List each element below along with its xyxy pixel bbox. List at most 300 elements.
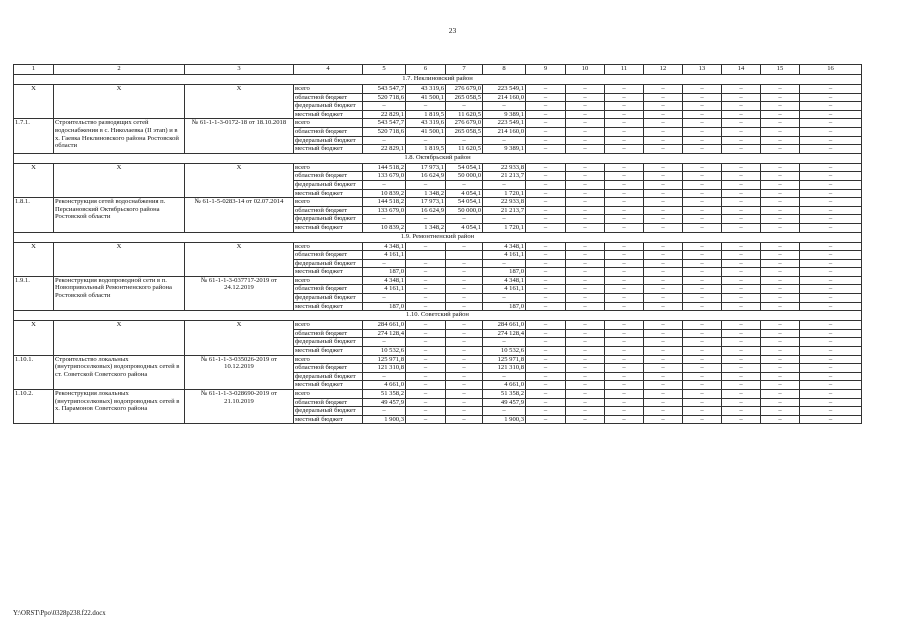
- amount-cell: 125 971,8: [483, 355, 526, 364]
- amount-cell: –: [526, 285, 566, 294]
- amount-cell: 22 933,8: [483, 163, 526, 172]
- amount-cell: –: [761, 268, 800, 277]
- amount-cell: –: [683, 251, 722, 260]
- amount-cell: –: [605, 285, 644, 294]
- amount-cell: –: [526, 355, 566, 364]
- amount-cell: –: [363, 338, 406, 347]
- amount-cell: –: [800, 110, 862, 119]
- table-row: [14, 355, 862, 364]
- amount-cell: –: [566, 93, 605, 102]
- funding-source: федеральный бюджет: [294, 338, 363, 347]
- amount-cell: 1 348,2: [406, 223, 446, 232]
- amount-cell: –: [683, 347, 722, 356]
- amount-cell: –: [526, 189, 566, 198]
- table-row: [14, 198, 862, 207]
- amount-cell: –: [566, 381, 605, 390]
- amount-cell: –: [446, 329, 483, 338]
- amount-cell: 133 679,0: [363, 172, 406, 181]
- amount-cell: –: [800, 145, 862, 154]
- amount-cell: –: [644, 381, 683, 390]
- amount-cell: –: [605, 338, 644, 347]
- amount-cell: –: [406, 321, 446, 330]
- amount-cell: 4 348,1: [363, 242, 406, 251]
- amount-cell: –: [800, 407, 862, 416]
- amount-cell: –: [605, 276, 644, 285]
- amount-cell: 17 973,1: [406, 198, 446, 207]
- amount-cell: –: [722, 347, 761, 356]
- amount-cell: –: [483, 259, 526, 268]
- amount-cell: –: [644, 189, 683, 198]
- amount-cell: 214 160,0: [483, 93, 526, 102]
- amount-cell: –: [644, 127, 683, 136]
- amount-cell: 1 819,5: [406, 145, 446, 154]
- amount-cell: –: [526, 242, 566, 251]
- amount-cell: 4 348,1: [483, 276, 526, 285]
- amount-cell: 543 547,7: [363, 119, 406, 128]
- amount-cell: –: [406, 136, 446, 145]
- amount-cell: –: [800, 136, 862, 145]
- amount-cell: 1 819,5: [406, 110, 446, 119]
- amount-cell: –: [446, 338, 483, 347]
- amount-cell: –: [363, 294, 406, 303]
- amount-cell: –: [446, 415, 483, 424]
- amount-cell: –: [800, 242, 862, 251]
- amount-cell: –: [761, 119, 800, 128]
- table-row: [14, 242, 862, 251]
- amount-cell: 4 054,1: [446, 223, 483, 232]
- funding-source: всего: [294, 198, 363, 207]
- amount-cell: –: [406, 294, 446, 303]
- amount-cell: –: [566, 163, 605, 172]
- amount-cell: –: [761, 189, 800, 198]
- amount-cell: –: [644, 136, 683, 145]
- amount-cell: –: [644, 163, 683, 172]
- amount-cell: –: [800, 355, 862, 364]
- amount-cell: 4 661,0: [483, 381, 526, 390]
- funding-source: местный бюджет: [294, 347, 363, 356]
- amount-cell: 125 971,8: [363, 355, 406, 364]
- amount-cell: –: [483, 180, 526, 189]
- amount-cell: –: [605, 364, 644, 373]
- amount-cell: –: [761, 215, 800, 224]
- amount-cell: –: [446, 294, 483, 303]
- amount-cell: –: [446, 136, 483, 145]
- amount-cell: –: [683, 110, 722, 119]
- amount-cell: –: [800, 285, 862, 294]
- amount-cell: –: [605, 259, 644, 268]
- amount-cell: –: [722, 127, 761, 136]
- amount-cell: –: [644, 223, 683, 232]
- amount-cell: –: [800, 119, 862, 128]
- amount-cell: –: [526, 215, 566, 224]
- amount-cell: 4 348,1: [363, 276, 406, 285]
- amount-cell: –: [800, 372, 862, 381]
- amount-cell: –: [605, 251, 644, 260]
- item-number: 1.10.2.: [14, 390, 54, 424]
- expertise-conclusion: X: [185, 321, 294, 355]
- amount-cell: –: [566, 85, 605, 94]
- amount-cell: 50 000,0: [446, 172, 483, 181]
- amount-cell: –: [644, 285, 683, 294]
- column-number: 6: [406, 65, 446, 75]
- table-row: [14, 321, 862, 330]
- column-number: 14: [722, 65, 761, 75]
- amount-cell: –: [683, 85, 722, 94]
- item-number: X: [14, 242, 54, 276]
- amount-cell: –: [526, 321, 566, 330]
- amount-cell: –: [526, 145, 566, 154]
- amount-cell: –: [406, 242, 446, 251]
- amount-cell: 284 661,0: [363, 321, 406, 330]
- amount-cell: –: [722, 390, 761, 399]
- amount-cell: –: [800, 198, 862, 207]
- amount-cell: –: [800, 268, 862, 277]
- amount-cell: –: [644, 347, 683, 356]
- expertise-conclusion: № 61-1-1-3-037717-2019 от 24.12.2019: [185, 276, 294, 310]
- amount-cell: –: [722, 145, 761, 154]
- amount-cell: –: [800, 347, 862, 356]
- object-name: X: [54, 321, 185, 355]
- amount-cell: –: [683, 206, 722, 215]
- amount-cell: 187,0: [363, 268, 406, 277]
- amount-cell: –: [406, 215, 446, 224]
- amount-cell: –: [566, 198, 605, 207]
- funding-source: всего: [294, 163, 363, 172]
- expertise-conclusion: № 61-1-5-0283-14 от 02.07.2014: [185, 198, 294, 232]
- amount-cell: –: [761, 294, 800, 303]
- footer-file-path: Y:\ORST\Ppo\0328p238.f22.docx: [13, 610, 106, 617]
- amount-cell: 144 518,2: [363, 163, 406, 172]
- funding-source: всего: [294, 321, 363, 330]
- amount-cell: –: [526, 172, 566, 181]
- amount-cell: 4 161,1: [483, 285, 526, 294]
- amount-cell: 43 319,6: [406, 119, 446, 128]
- amount-cell: –: [526, 198, 566, 207]
- amount-cell: –: [800, 364, 862, 373]
- amount-cell: –: [800, 163, 862, 172]
- amount-cell: –: [644, 302, 683, 311]
- amount-cell: –: [566, 172, 605, 181]
- amount-cell: –: [446, 215, 483, 224]
- amount-cell: –: [605, 206, 644, 215]
- amount-cell: –: [566, 136, 605, 145]
- amount-cell: –: [761, 223, 800, 232]
- amount-cell: –: [722, 338, 761, 347]
- amount-cell: –: [722, 206, 761, 215]
- amount-cell: –: [722, 102, 761, 111]
- amount-cell: –: [722, 180, 761, 189]
- amount-cell: 265 058,5: [446, 93, 483, 102]
- amount-cell: –: [683, 355, 722, 364]
- amount-cell: –: [761, 364, 800, 373]
- amount-cell: –: [683, 338, 722, 347]
- amount-cell: –: [566, 259, 605, 268]
- amount-cell: 520 718,6: [363, 93, 406, 102]
- amount-cell: –: [406, 407, 446, 416]
- amount-cell: –: [605, 85, 644, 94]
- column-number: 4: [294, 65, 363, 75]
- amount-cell: –: [761, 398, 800, 407]
- amount-cell: –: [566, 321, 605, 330]
- amount-cell: –: [761, 110, 800, 119]
- amount-cell: –: [800, 251, 862, 260]
- amount-cell: 284 661,0: [483, 321, 526, 330]
- amount-cell: –: [683, 198, 722, 207]
- section-title: 1.7. Неклиновский район: [14, 75, 862, 85]
- section-row: [14, 75, 862, 85]
- amount-cell: –: [605, 163, 644, 172]
- amount-cell: –: [800, 172, 862, 181]
- funding-source: федеральный бюджет: [294, 215, 363, 224]
- amount-cell: –: [644, 206, 683, 215]
- funding-source: федеральный бюджет: [294, 102, 363, 111]
- amount-cell: –: [406, 276, 446, 285]
- funding-source: всего: [294, 276, 363, 285]
- amount-cell: –: [605, 372, 644, 381]
- amount-cell: –: [605, 189, 644, 198]
- amount-cell: –: [406, 329, 446, 338]
- amount-cell: –: [722, 85, 761, 94]
- amount-cell: –: [800, 85, 862, 94]
- funding-source: федеральный бюджет: [294, 372, 363, 381]
- amount-cell: –: [644, 338, 683, 347]
- amount-cell: –: [566, 215, 605, 224]
- amount-cell: –: [683, 189, 722, 198]
- amount-cell: –: [605, 102, 644, 111]
- amount-cell: –: [722, 285, 761, 294]
- amount-cell: –: [363, 136, 406, 145]
- amount-cell: 1 720,1: [483, 223, 526, 232]
- amount-cell: –: [683, 119, 722, 128]
- amount-cell: –: [566, 127, 605, 136]
- expertise-conclusion: X: [185, 163, 294, 197]
- amount-cell: –: [446, 381, 483, 390]
- amount-cell: –: [761, 355, 800, 364]
- amount-cell: –: [644, 355, 683, 364]
- amount-cell: –: [644, 372, 683, 381]
- amount-cell: –: [644, 215, 683, 224]
- object-name: Строительство разводящих сетей водоснабжения в с. Николаевка (II этап) и в х. Гаевка Неклиновского района Ростовской области: [54, 119, 185, 153]
- amount-cell: 265 058,5: [446, 127, 483, 136]
- amount-cell: –: [683, 136, 722, 145]
- funding-source: областной бюджет: [294, 251, 363, 260]
- amount-cell: –: [761, 127, 800, 136]
- amount-cell: –: [683, 127, 722, 136]
- amount-cell: –: [605, 381, 644, 390]
- amount-cell: –: [605, 93, 644, 102]
- amount-cell: –: [566, 407, 605, 416]
- amount-cell: –: [566, 347, 605, 356]
- funding-source: федеральный бюджет: [294, 259, 363, 268]
- amount-cell: 1 900,3: [363, 415, 406, 424]
- amount-cell: –: [446, 180, 483, 189]
- funding-source: местный бюджет: [294, 415, 363, 424]
- amount-cell: –: [761, 302, 800, 311]
- amount-cell: 1 900,3: [483, 415, 526, 424]
- amount-cell: 187,0: [483, 302, 526, 311]
- amount-cell: 274 128,4: [363, 329, 406, 338]
- amount-cell: –: [526, 407, 566, 416]
- amount-cell: –: [761, 145, 800, 154]
- amount-cell: –: [722, 415, 761, 424]
- column-number: 3: [185, 65, 294, 75]
- amount-cell: –: [566, 294, 605, 303]
- amount-cell: 51 358,2: [483, 390, 526, 399]
- amount-cell: –: [722, 381, 761, 390]
- column-number: 7: [446, 65, 483, 75]
- funding-source: местный бюджет: [294, 145, 363, 154]
- amount-cell: –: [644, 415, 683, 424]
- item-number: X: [14, 85, 54, 119]
- column-number: 11: [605, 65, 644, 75]
- amount-cell: –: [761, 198, 800, 207]
- amount-cell: –: [605, 223, 644, 232]
- amount-cell: –: [644, 268, 683, 277]
- amount-cell: –: [722, 172, 761, 181]
- amount-cell: –: [526, 180, 566, 189]
- amount-cell: –: [363, 215, 406, 224]
- funding-source: всего: [294, 355, 363, 364]
- amount-cell: –: [526, 136, 566, 145]
- amount-cell: –: [644, 329, 683, 338]
- amount-cell: –: [683, 276, 722, 285]
- amount-cell: –: [800, 223, 862, 232]
- amount-cell: –: [683, 398, 722, 407]
- amount-cell: –: [605, 110, 644, 119]
- object-name: X: [54, 163, 185, 197]
- amount-cell: –: [446, 285, 483, 294]
- amount-cell: –: [644, 172, 683, 181]
- amount-cell: –: [800, 215, 862, 224]
- amount-cell: –: [722, 407, 761, 416]
- amount-cell: 4 161,1: [483, 251, 526, 260]
- amount-cell: 22 829,1: [363, 145, 406, 154]
- funding-source: федеральный бюджет: [294, 407, 363, 416]
- amount-cell: –: [406, 268, 446, 277]
- amount-cell: –: [722, 242, 761, 251]
- amount-cell: –: [761, 347, 800, 356]
- amount-cell: 4 161,1: [363, 285, 406, 294]
- section-title: 1.9. Ремонтненский район: [14, 232, 862, 242]
- expertise-conclusion: № 61-1-1-3-028690-2019 от 21.10.2019: [185, 390, 294, 424]
- funding-source: областной бюджет: [294, 364, 363, 373]
- amount-cell: –: [526, 251, 566, 260]
- funding-source: областной бюджет: [294, 206, 363, 215]
- funding-source: местный бюджет: [294, 223, 363, 232]
- amount-cell: –: [446, 302, 483, 311]
- item-number: X: [14, 163, 54, 197]
- amount-cell: 4 661,0: [363, 381, 406, 390]
- amount-cell: –: [446, 372, 483, 381]
- amount-cell: –: [800, 338, 862, 347]
- amount-cell: –: [800, 102, 862, 111]
- amount-cell: –: [406, 364, 446, 373]
- amount-cell: –: [406, 259, 446, 268]
- column-number: 13: [683, 65, 722, 75]
- amount-cell: –: [683, 364, 722, 373]
- amount-cell: 10 532,6: [363, 347, 406, 356]
- amount-cell: –: [722, 294, 761, 303]
- amount-cell: –: [761, 407, 800, 416]
- amount-cell: –: [406, 372, 446, 381]
- amount-cell: 10 839,2: [363, 223, 406, 232]
- amount-cell: –: [526, 398, 566, 407]
- amount-cell: –: [605, 136, 644, 145]
- amount-cell: –: [566, 268, 605, 277]
- amount-cell: –: [800, 180, 862, 189]
- amount-cell: –: [644, 398, 683, 407]
- amount-cell: –: [566, 329, 605, 338]
- amount-cell: –: [483, 372, 526, 381]
- section-row: [14, 311, 862, 321]
- amount-cell: 187,0: [363, 302, 406, 311]
- amount-cell: –: [566, 276, 605, 285]
- amount-cell: –: [644, 102, 683, 111]
- amount-cell: 16 624,9: [406, 172, 446, 181]
- amount-cell: –: [526, 415, 566, 424]
- amount-cell: –: [406, 355, 446, 364]
- amount-cell: –: [644, 110, 683, 119]
- amount-cell: –: [483, 407, 526, 416]
- amount-cell: –: [526, 223, 566, 232]
- amount-cell: –: [446, 364, 483, 373]
- amount-cell: 276 679,0: [446, 119, 483, 128]
- amount-cell: –: [446, 355, 483, 364]
- amount-cell: –: [526, 268, 566, 277]
- amount-cell: –: [526, 127, 566, 136]
- funding-source: областной бюджет: [294, 172, 363, 181]
- amount-cell: –: [566, 223, 605, 232]
- amount-cell: –: [683, 381, 722, 390]
- amount-cell: –: [446, 242, 483, 251]
- amount-cell: –: [800, 93, 862, 102]
- amount-cell: –: [526, 85, 566, 94]
- amount-cell: –: [761, 329, 800, 338]
- amount-cell: –: [605, 242, 644, 251]
- amount-cell: –: [363, 259, 406, 268]
- funding-source: всего: [294, 242, 363, 251]
- funding-source: всего: [294, 85, 363, 94]
- amount-cell: 223 549,1: [483, 85, 526, 94]
- amount-cell: 54 054,1: [446, 198, 483, 207]
- amount-cell: –: [446, 276, 483, 285]
- amount-cell: –: [683, 390, 722, 399]
- amount-cell: 11 620,5: [446, 145, 483, 154]
- amount-cell: 16 624,9: [406, 206, 446, 215]
- column-number: 2: [54, 65, 185, 75]
- amount-cell: –: [605, 321, 644, 330]
- amount-cell: –: [683, 259, 722, 268]
- amount-cell: –: [605, 215, 644, 224]
- amount-cell: –: [526, 110, 566, 119]
- amount-cell: –: [526, 206, 566, 215]
- amount-cell: –: [761, 163, 800, 172]
- funding-source: всего: [294, 119, 363, 128]
- amount-cell: –: [722, 276, 761, 285]
- amount-cell: 9 389,1: [483, 110, 526, 119]
- amount-cell: –: [526, 259, 566, 268]
- amount-cell: –: [761, 338, 800, 347]
- amount-cell: –: [406, 381, 446, 390]
- amount-cell: –: [761, 136, 800, 145]
- amount-cell: 1 348,2: [406, 189, 446, 198]
- expertise-conclusion: № 61-1-1-3-035026-2019 от 10.12.2019: [185, 355, 294, 389]
- amount-cell: –: [406, 102, 446, 111]
- amount-cell: –: [605, 145, 644, 154]
- amount-cell: 187,0: [483, 268, 526, 277]
- amount-cell: –: [446, 407, 483, 416]
- amount-cell: 21 213,7: [483, 172, 526, 181]
